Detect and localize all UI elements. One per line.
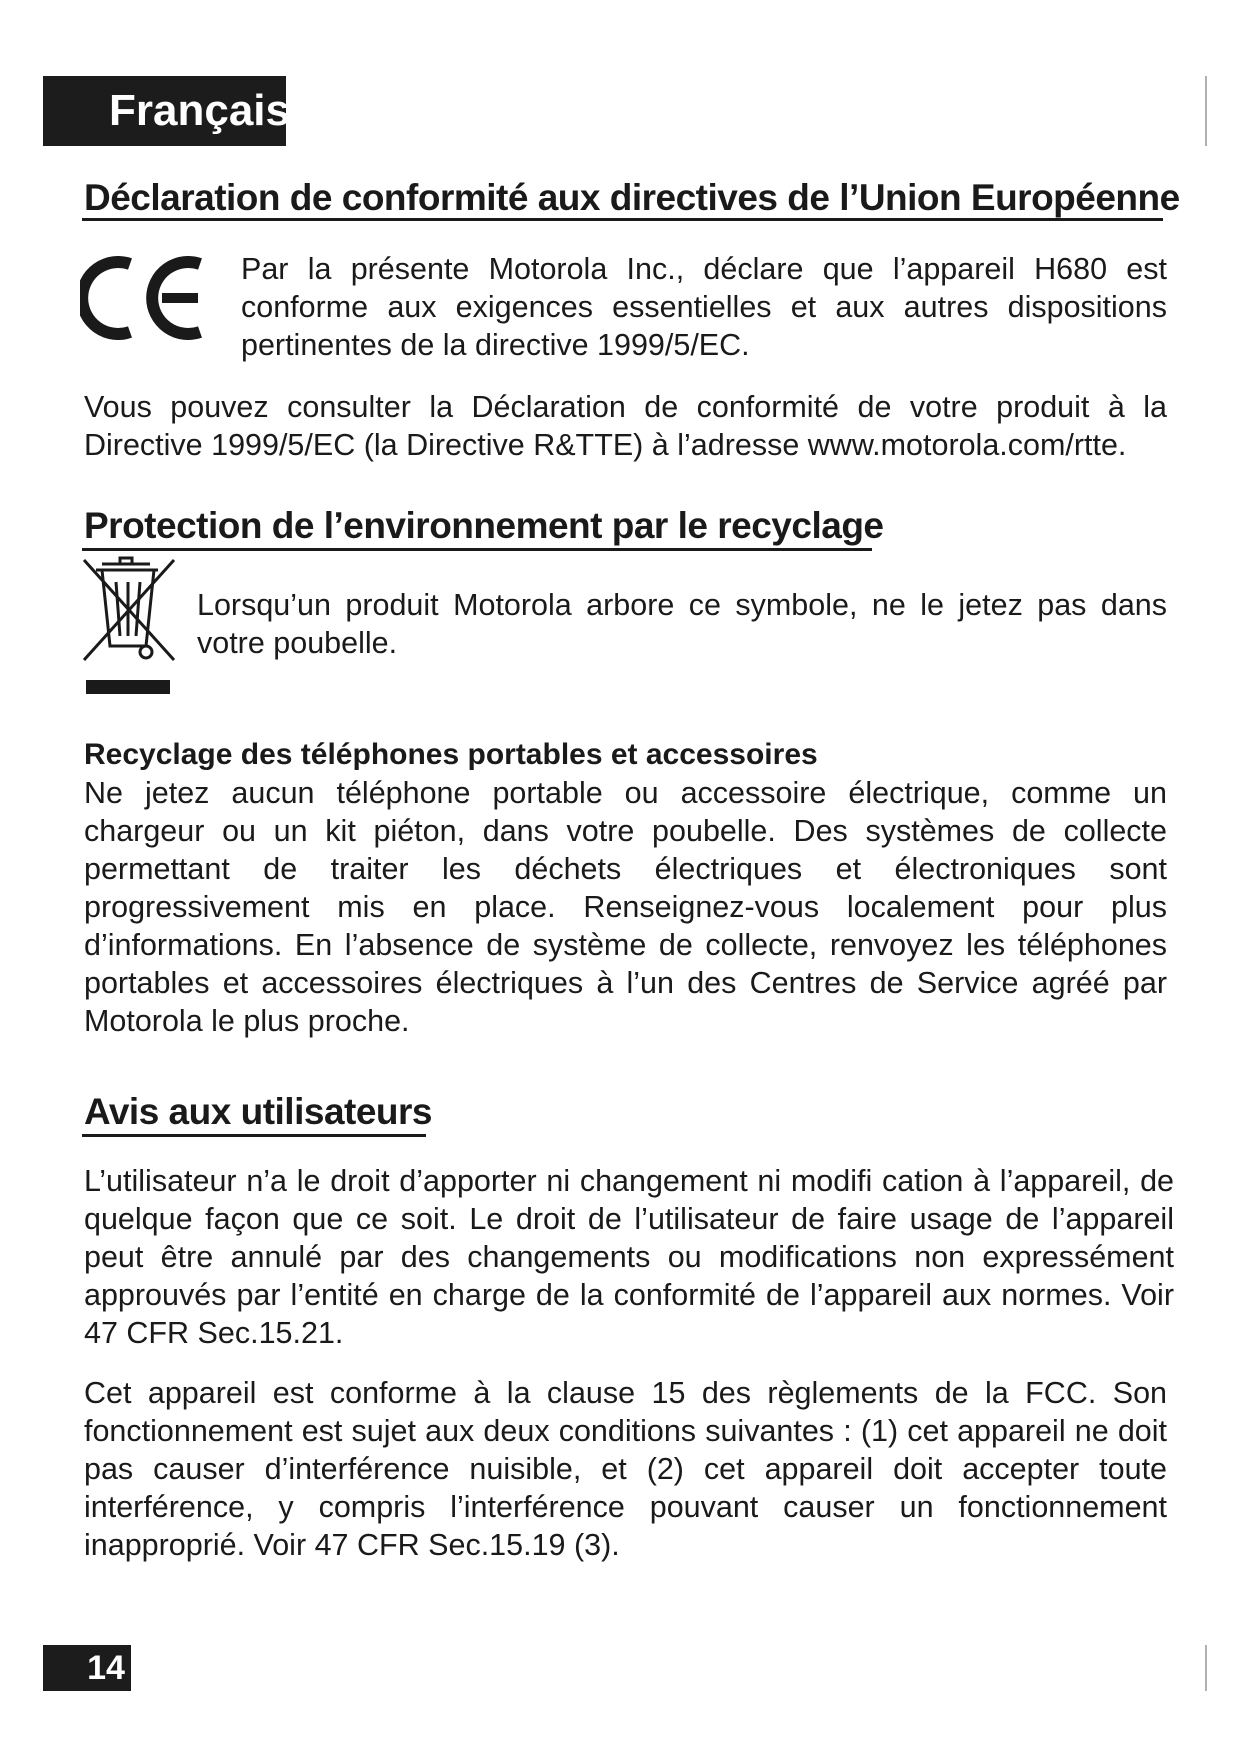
user-notice-paragraph-1: L’utilisateur n’a le droit d’apporter ni changement ni modifi cation à l’appareil, de quelque façon que ce soit. Le droit de l’utilisateur de faire usage de l’appareil peut être annulé par des changements ou modifications non expressément approuvés par l’entité en charge de la conformité de l’appareil aux normes. Voir 47 CFR Sec.15.21. [84,1164,1174,1350]
ce-mark-icon [80,256,208,340]
user-notice-paragraph-2: Cet appareil est conforme à la clause 15 des règlements de la FCC. Son fonctionnement est sujet aux deux conditions suivantes : (1) cet appareil ne doit pas causer d’interférence nuisible, et (2) cet appareil doit accepter toute interférence, y compris l’interférence pouvant causer un fonctionnement inapproprié. Voir 47 CFR Sec.15.19 (3). [84,1376,1167,1562]
page-number-label: 14 [87,1649,125,1687]
eu-declaration-title: Déclaration de conformité aux directives de l’Union Européenne [84,177,1180,218]
crossed-out-wheelie-bin-icon [80,556,184,704]
recycling-title: Protection de l’environnement par le recyclage [84,505,884,546]
user-notice-underline [82,1134,426,1137]
page-edge-rule-top [1205,76,1207,146]
ce-declaration-text: Par la présente Motorola Inc., déclare que l’appareil H680 est conforme aux exigences essentielles et aux autres dispositions pertinentes de la directive 1999/5/EC. [241,252,1167,362]
recycling-body: Ne jetez aucun téléphone portable ou accessoire électrique, comme un chargeur ou un kit piéton, dans votre poubelle. Des systèmes de collecte permettant de traiter les déchets électriques et électroniques sont progressivement mis en place. Renseignez-vous localement pour plus d’informations. En l’absence de système de collecte, renvoyez les téléphones portables et accessoires électriques à l’un des Centres de Service agréé par Motorola le plus proche. [84,776,1167,1038]
language-tab [43,76,290,146]
language-tab-label: Français [109,86,290,135]
recycling-symbol-text: Lorsqu’un produit Motorola arbore ce symbole, ne le jetez pas dans votre poubelle. [197,588,1167,660]
page-edge-rule-bottom [1205,1645,1207,1691]
eu-declaration-underline [82,218,1163,221]
eu-declaration-body: Vous pouvez consulter la Déclaration de conformité de votre produit à la Directive 1999/5/EC (la Directive R&TTE) à l’adresse www.motorola.com/rtte. [84,390,1167,462]
page-number [43,1645,131,1691]
recycling-subheading: Recyclage des téléphones portables et accessoires [84,738,818,771]
recycling-underline [82,548,872,551]
user-notice-title: Avis aux utilisateurs [84,1091,432,1132]
